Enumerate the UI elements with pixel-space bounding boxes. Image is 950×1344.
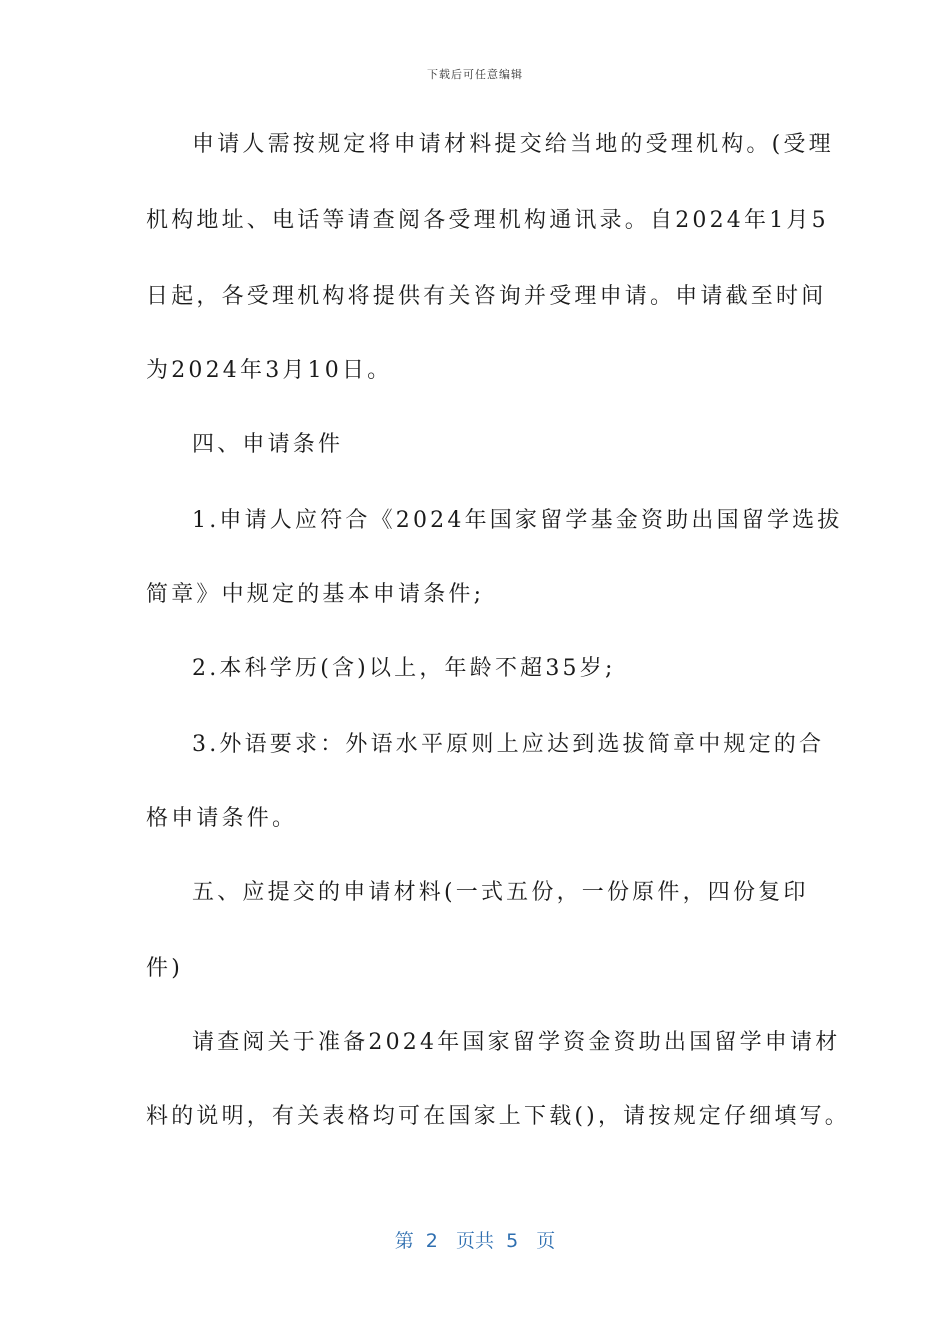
- page-number: 第 2 页共 5 页: [394, 1230, 556, 1252]
- paragraph-line: 简章》中规定的基本申请条件;: [146, 582, 485, 607]
- paragraph-line: 格申请条件。: [146, 806, 298, 831]
- section-heading: 五、应提交的申请材料(一式五份，一份原件，四份复印: [192, 880, 809, 905]
- paragraph-line: 1.申请人应符合《2024年国家留学基金资助出国留学选拔: [192, 508, 843, 533]
- paragraph-line: 3.外语要求：外语水平原则上应达到选拔简章中规定的合: [192, 732, 825, 757]
- paragraph-line: 2.本科学历(含)以上，年龄不超35岁;: [192, 656, 616, 681]
- paragraph-line: 请查阅关于准备2024年国家留学资金资助出国留学申请材: [192, 1030, 841, 1055]
- paragraph-line: 料的说明，有关表格均可在国家上下载()，请按规定仔细填写。: [146, 1104, 850, 1129]
- paragraph-line: 件): [146, 956, 183, 981]
- section-heading: 四、申请条件: [192, 432, 344, 457]
- paragraph-line: 申请人需按规定将申请材料提交给当地的受理机构。(受理: [192, 132, 834, 157]
- paragraph-line: 机构地址、电话等请查阅各受理机构通讯录。自2024年1月5: [146, 208, 829, 233]
- paragraph-line: 为2024年3月10日。: [146, 358, 393, 383]
- paragraph-line: 日起，各受理机构将提供有关咨询并受理申请。申请截至时间: [146, 284, 827, 309]
- header-note: 下载后可任意编辑: [427, 68, 523, 81]
